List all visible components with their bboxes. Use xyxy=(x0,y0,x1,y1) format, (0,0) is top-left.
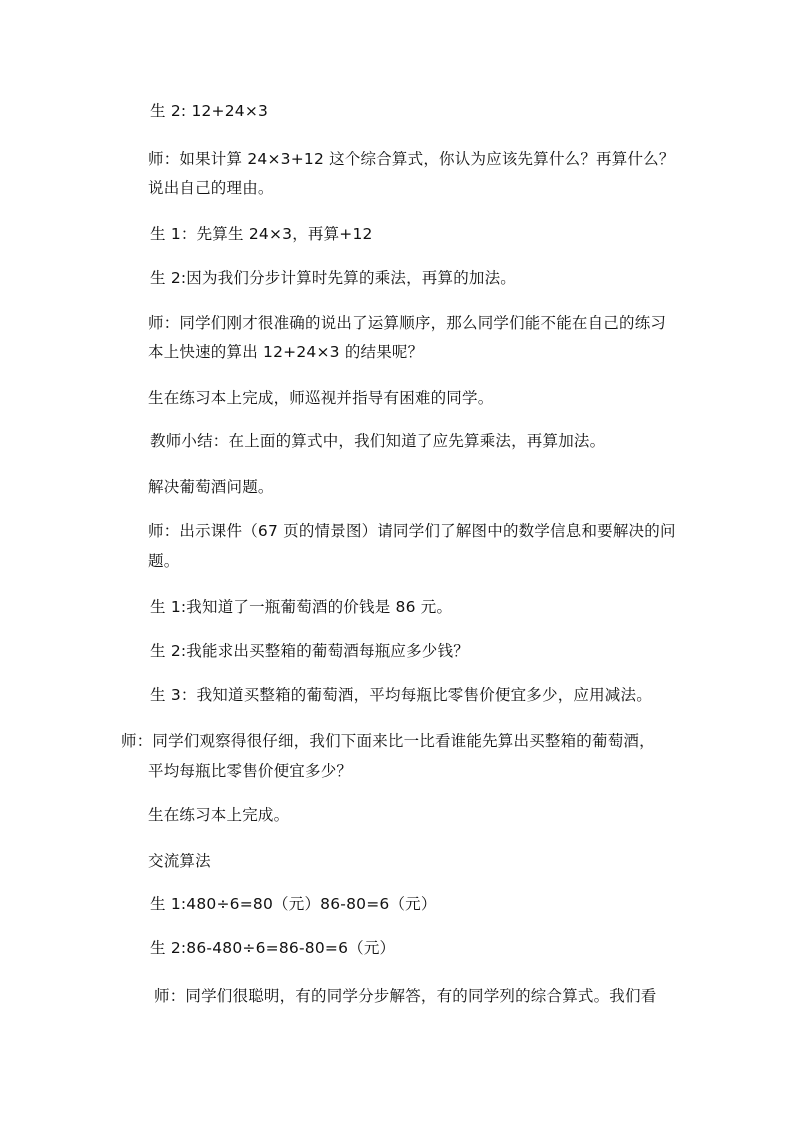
text-line: 平均每瓶比零售价便宜多少？ xyxy=(148,762,353,780)
text-line: 生 2:因为我们分步计算时先算的乘法，再算的加法。 xyxy=(150,269,517,287)
text-line: 生 2: 12+24×3 xyxy=(150,102,269,120)
text-line: 本上快速的算出 12+24×3 的结果呢？ xyxy=(148,343,424,361)
text-line: 师：出示课件（67 页的情景图）请同学们了解图中的数学信息和要解决的问 xyxy=(148,522,676,540)
text-line: 师：同学们观察得很仔细，我们下面来比一比看谁能先算出买整箱的葡萄酒， xyxy=(121,732,655,750)
text-line: 生 1:我知道了一瓶葡萄酒的价钱是 86 元。 xyxy=(150,598,453,616)
text-line: 解决葡萄酒问题。 xyxy=(148,478,274,496)
text-line: 生在练习本上完成。 xyxy=(148,806,290,824)
text-line: 说出自己的理由。 xyxy=(148,179,274,197)
text-line: 交流算法 xyxy=(148,852,211,870)
text-line: 生 1:480÷6=80（元）86-80=6（元） xyxy=(150,895,437,913)
text-line: 教师小结：在上面的算式中，我们知道了应先算乘法，再算加法。 xyxy=(150,432,606,450)
text-line: 生 1：先算生 24×3，再算+12 xyxy=(150,225,373,243)
text-line: 生 2:86-480÷6=86-80=6（元） xyxy=(150,939,396,957)
text-line: 题。 xyxy=(148,552,180,570)
text-line: 生 2:我能求出买整箱的葡萄酒每瓶应多少钱？ xyxy=(150,642,469,660)
text-line: 师：如果计算 24×3+12 这个综合算式，你认为应该先算什么？再算什么？ xyxy=(148,150,675,168)
text-line: 生在练习本上完成，师巡视并指导有困难的同学。 xyxy=(148,389,494,407)
text-line: 生 3：我知道买整箱的葡萄酒，平均每瓶比零售价便宜多少，应用减法。 xyxy=(150,686,652,704)
text-line: 师：同学们很聪明，有的同学分步解答，有的同学列的综合算式。我们看 xyxy=(154,987,657,1005)
text-line: 师：同学们刚才很准确的说出了运算顺序，那么同学们能不能在自己的练习 xyxy=(148,314,667,332)
